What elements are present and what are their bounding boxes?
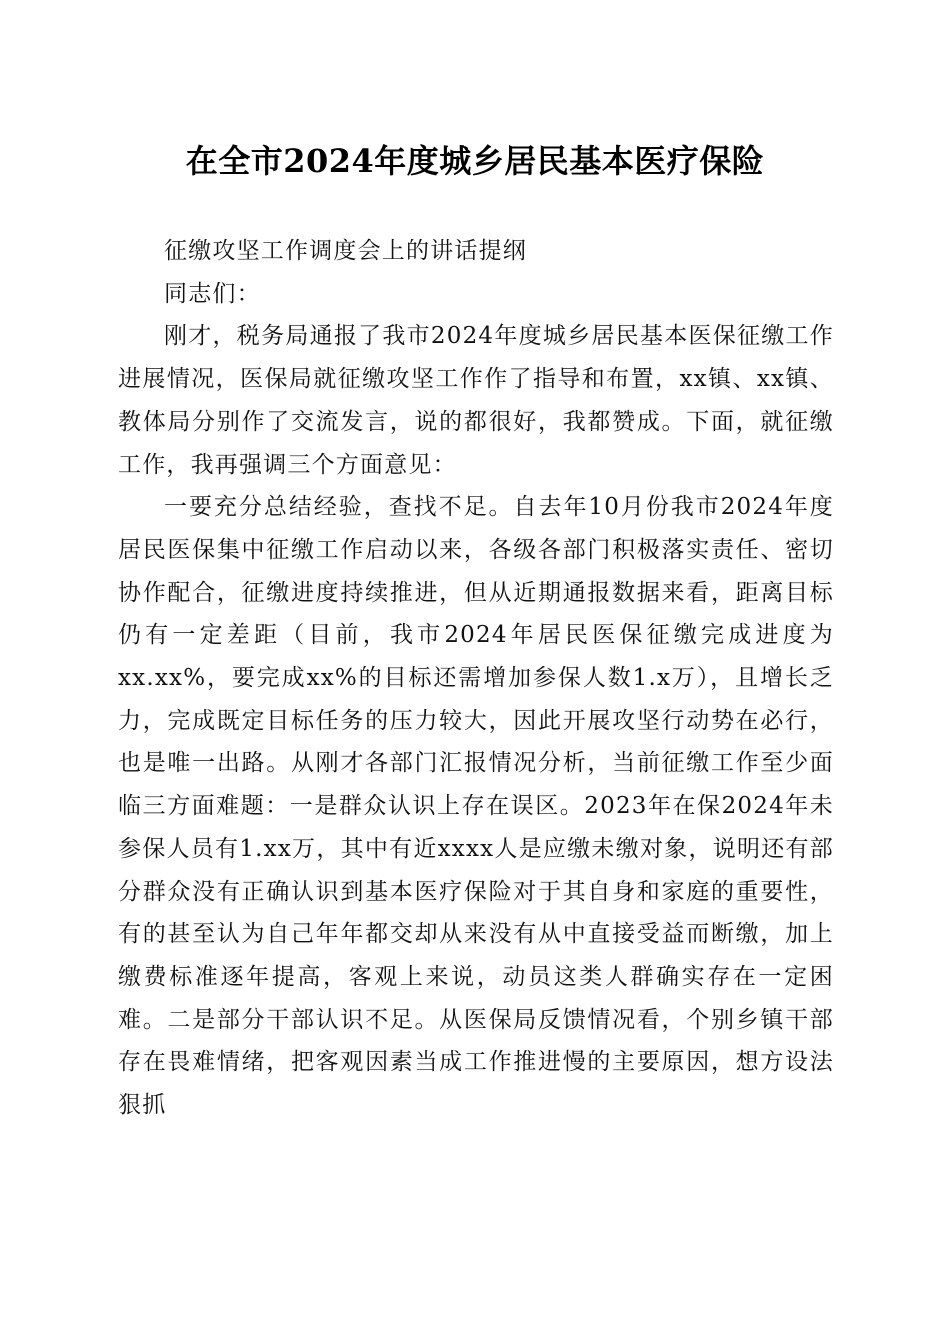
paragraph-summary: 一要充分总结经验，查找不足。自去年10月份我市2024年度居民医保集中征缴工作启动以来，各级各部门积极落实责任、密切协作配合，征缴进度持续推进，但从近期通报数据来看，距离目标仍有一定差距（目前，我市2024年居民医保征缴完成进度为xx.xx%，要完成xx%的目标还需增加参保人数1.x万），且增长乏力，完成既定目标任务的压力较大，因此开展攻坚行动势在必行，也是唯一出路。从刚才各部门汇报情况分析，当前征缴工作至少面临三方面难题：一是群众认识上存在误区。2023年在保2024年未参保人员有1.xx万，其中有近xxxx人是应缴未缴对象，说明还有部分群众没有正确认识到基本医疗保险对于其自身和家庭的重要性，有的甚至认为自己年年都交却从来没有从中直接受益而断缴，加上缴费标准逐年提高，客观上来说，动员这类人群确实存在一定困难。二是部分干部认识不足。从医保局反馈情况看，个别乡镇干部存在畏难情绪，把客观因素当成工作推进慢的主要原因，想方设法狠抓 xyxy=(118,494,834,1119)
paragraph-intro: 刚才，税务局通报了我市2024年度城乡居民基本医保征缴工作进展情况，医保局就征缴攻坚工作作了指导和布置，xx镇、xx镇、教体局分别作了交流发言，说的都很好，我都赞成。下面，就征缴工作，我再强调三个方面意见： xyxy=(118,323,834,478)
greeting-line: 同志们： xyxy=(164,280,261,307)
document-subtitle: 征缴攻坚工作调度会上的讲话提纲 xyxy=(164,238,527,264)
document-title: 在全市2024年度城乡居民基本医疗保险 xyxy=(185,142,765,180)
document-body xyxy=(118,230,834,1127)
